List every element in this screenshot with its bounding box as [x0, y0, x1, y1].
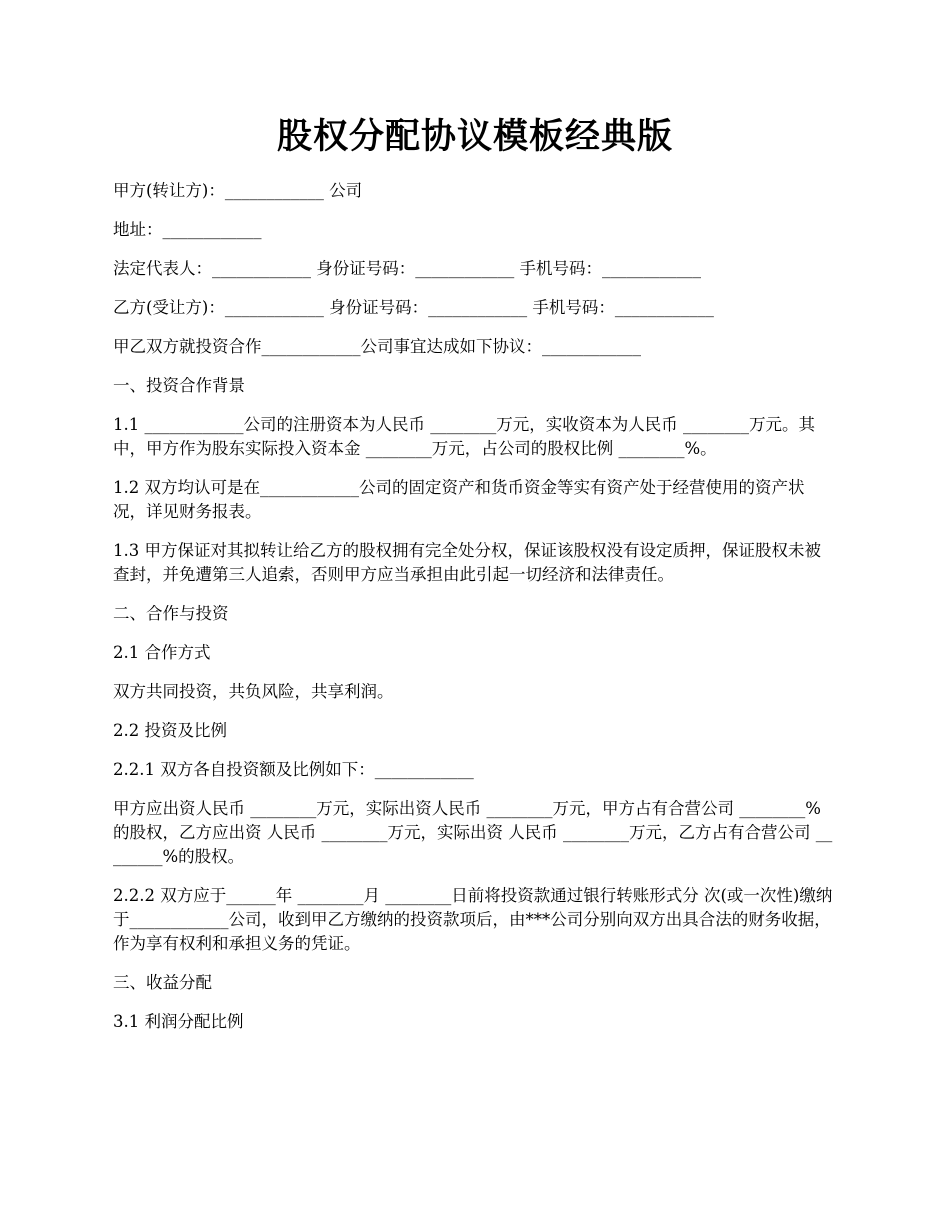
- clause-2-1-text: 双方共同投资，共负风险，共享利润。: [113, 682, 394, 701]
- clause-1-1: 1.1 ____________公司的注册资本为人民币 ________万元，实收资本为人民币 ________万元。其中，甲方作为股东实际投入资本金 ________万元，占公司的股权比例 ________%。: [113, 415, 815, 458]
- section-heading-2: 二、合作与投资: [113, 604, 229, 623]
- party-b-line: 乙方(受让方)：____________ 身份证号码：____________ 手机号码：____________: [113, 298, 714, 317]
- document-title: 股权分配协议模板经典版: [276, 116, 673, 157]
- clause-1-2: 1.2 双方均认可是在____________公司的固定资产和货币资金等实有资产处于经营使用的资产状况，详见财务报表。: [113, 478, 805, 521]
- section-heading-1: 一、投资合作背景: [113, 376, 245, 395]
- section-heading-3: 三、收益分配: [113, 973, 212, 992]
- clause-2-1: 2.1 合作方式: [113, 643, 211, 662]
- document-body: [113, 179, 837, 1049]
- address-line: 地址：____________: [113, 220, 262, 239]
- agreement-intro: 甲乙双方就投资合作____________公司事宜达成如下协议：____________: [113, 337, 641, 356]
- clause-2-2-1-text: 甲方应出资人民币 ________万元，实际出资人民币 ________万元，甲方占有合营公司 ________%的股权，乙方应出资 人民币 ________万元，实际出资 人民币 ________万元，乙方占有合营公司 ________%的股权。: [113, 799, 833, 866]
- clause-2-2-2: 2.2.2 双方应于______年 ________月 ________日前将投资款通过银行转账形式分 次(或一次性)缴纳于____________公司，收到甲乙方缴纳的投资款项后，由***公司分别向双方出具合法的财务收据，作为享有权利和承担义务的凭证。: [113, 886, 833, 953]
- clause-3-1: 3.1 利润分配比例: [113, 1012, 244, 1031]
- clause-2-2-1: 2.2.1 双方各自投资额及比例如下：____________: [113, 760, 474, 779]
- clause-2-2: 2.2 投资及比例: [113, 721, 227, 740]
- party-a-line: 甲方(转让方)：____________ 公司: [113, 181, 363, 200]
- clause-1-3: 1.3 甲方保证对其拟转让给乙方的股权拥有完全处分权，保证该股权没有设定质押，保证股权未被查封，并免遭第三人追索，否则甲方应当承担由此引起一切经济和法律责任。: [113, 541, 821, 584]
- legal-rep-line: 法定代表人：____________ 身份证号码：____________ 手机号码：____________: [113, 259, 701, 278]
